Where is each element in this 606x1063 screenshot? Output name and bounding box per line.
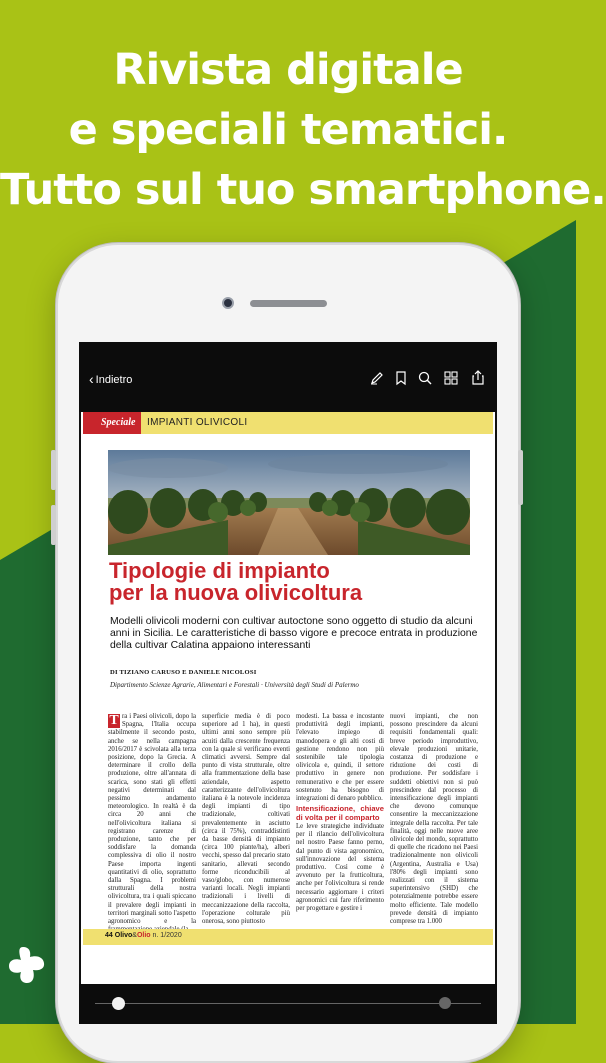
column-3-top-text: modesti. La bassa e incostante produttività degli impianti, l'elevato impiego di manodopera e gli alti costi di gestione rendono non più sostenibile tale tipologia olivicola e, quindi, il settore produttivo in genere non remunerativo e che per essere sostenuto ha bisogno di integrazioni di denaro pubblico. xyxy=(296,713,384,803)
title-line-2: per la nuova olivicoltura xyxy=(109,580,363,605)
article-byline: DI TIZIANO CARUSO E DANIELE NICOLOSI xyxy=(110,669,257,676)
search-icon[interactable] xyxy=(417,370,433,386)
section-header-bar xyxy=(83,412,493,434)
phone-volume-button xyxy=(51,505,56,545)
phone-volume-button xyxy=(51,450,56,490)
page-number: 44 xyxy=(105,932,113,939)
bookmark-icon[interactable] xyxy=(393,370,409,386)
reader-toolbar xyxy=(79,342,497,412)
article-column-1 xyxy=(108,713,196,926)
scrubber-track xyxy=(95,1003,481,1004)
phone-screen xyxy=(79,342,497,1024)
annotate-pen-icon[interactable] xyxy=(369,370,385,386)
column-1-text: ra i Paesi olivicoli, dopo la Spagna, l'Italia occupa stabilmente il secondo posto, anche se nella campagna 2016/2017 è scivolata alla terza posizione, dopo la Grecia. A determinare il crollo della produzione, oltre all'annata di scarica, sono stati gli effetti negativi determinati dal pessimo andamento meteorologico. In realtà è da circa 20 anni che nell'olivicoltura italiana si registrano carenze di produzione, tanto che per soddisfare la domanda complessiva di olio il nostro Paese importa ingenti quantitativi di olio, soprattutto dalla Spagna. I problemi strutturali della nostra olivicoltura, tra i quali spiccano il prevalere degli impianti in territori marginali sotto l'aspetto agronomico e la xyxy=(108,713,196,926)
footer-brand-olivo: Olivo xyxy=(114,932,133,939)
back-button[interactable] xyxy=(89,371,132,387)
article-column-3 xyxy=(296,713,384,923)
phone-power-button xyxy=(518,450,523,505)
footer-brand-olio: Olio xyxy=(136,932,151,939)
earpiece-speaker xyxy=(250,300,327,307)
column-3-bottom-text: Le leve strategiche individuate per il rilancio dell'olivicoltura nel nostro Paese fanno perno, dal punto di vista agronomico, sull'innovazione del sistema produttivo. Così come è avvenuto per la frutticoltura, anche per l'olivicoltura si rende necessario aggiornare i criteri agronomici cui fare riferimento per progettare e gestire i xyxy=(296,823,384,913)
article-column-2: superficie media è di poco superiore ad 1 ha), in questi ultimi anni sono sempre più acuiti dalla crescente frequenza con la quale si verificano eventi climatici avversi. Sempre dal punto di vista strutturale, oltre alla frammentazione della base aziendale, aspetto caratterizzante dell'olivicoltura italiana è la notevole incidenza degli impianti di tipo tradizionale, coltivati prevalentemente in asciutto (circa il 75%), contraddistinti da basse densità di impianto (circa 100 piante/ha), alberi vecchi, spesso dal precario stato sanitario, allevati secondo forme riconducibili al vaso/globo, con numerose varianti locali. Negli impianti tradizionali i livelli di meccanizzazione della raccolta, l'operazione colturale più onerosa, sono piuttosto xyxy=(202,713,290,926)
article-column-4: nuovi impianti, che non possono prescindere da alcuni requisiti fondamentali quali: breve periodo improduttivo, elevale produzioni unitarie, costanza di produzione e riduzione dei costi di produzione. Per soddisfare i suddetti obiettivi non si può prescindere dal processo di intensificazione degli impianti che devono comunque consentire la meccanizzazione integrale della raccolta. Per tale finalità, oggi nelle nuove aree olivicole del mondo, soprattutto di quelle che ricadono nei Paesi tradizionalmente non olivicoli (Argentina, Australia e Usa) l'80% degli impianti sono realizzati con il sistema superintensivo (SHD) che potenzialmente potrebbe essere molto efficiente. Tale modello prevede densità di impianto comprese tra 1.000 xyxy=(390,713,478,926)
share-icon[interactable] xyxy=(470,370,486,386)
back-label: Indietro xyxy=(95,374,133,386)
scrubber-handle[interactable] xyxy=(112,997,125,1010)
drop-cap: T xyxy=(109,713,119,728)
headline-line-2: e speciali tematici. xyxy=(68,105,508,155)
thumbnails-icon[interactable] xyxy=(443,370,459,386)
promo-headline xyxy=(0,40,606,220)
page-footer xyxy=(83,929,493,945)
headline-line-3: Tutto sul tuo smartphone. xyxy=(0,165,606,215)
scrubber-end-marker xyxy=(439,997,451,1009)
article-affiliation: Dipartimento Scienze Agrarie, Alimentari e Forestali · Università degli Studi di Palermo xyxy=(110,681,359,689)
page-scrubber[interactable] xyxy=(79,984,497,1024)
magazine-page[interactable] xyxy=(81,412,495,984)
olive-grove-photo xyxy=(108,450,470,555)
footer-issue: n. 1/2020 xyxy=(152,932,182,939)
title-line-1: Tipologie di impianto xyxy=(109,558,330,583)
headline-line-1: Rivista digitale xyxy=(113,45,463,95)
column-3-subhead: Intensificazione, chiave di volta per il comparto xyxy=(296,804,384,822)
article-title xyxy=(109,560,479,604)
app-logo-icon xyxy=(7,945,47,985)
front-camera xyxy=(222,297,234,309)
chevron-left-icon: ‹ xyxy=(89,371,94,387)
article-lead: Modelli olivicoli moderni con cultivar autoctone sono oggetto di studio da alcuni anni in Sicilia. Le caratteristiche di basso vigore e precoce entrata in produzione della cultivar Calatina appaiono interessanti xyxy=(110,616,478,651)
section-tag: Speciale xyxy=(83,412,141,434)
section-topic: IMPIANTI OLIVICOLI xyxy=(147,417,248,428)
footer-text: 44 Olivo&Olio n. 1/2020 xyxy=(105,932,182,939)
